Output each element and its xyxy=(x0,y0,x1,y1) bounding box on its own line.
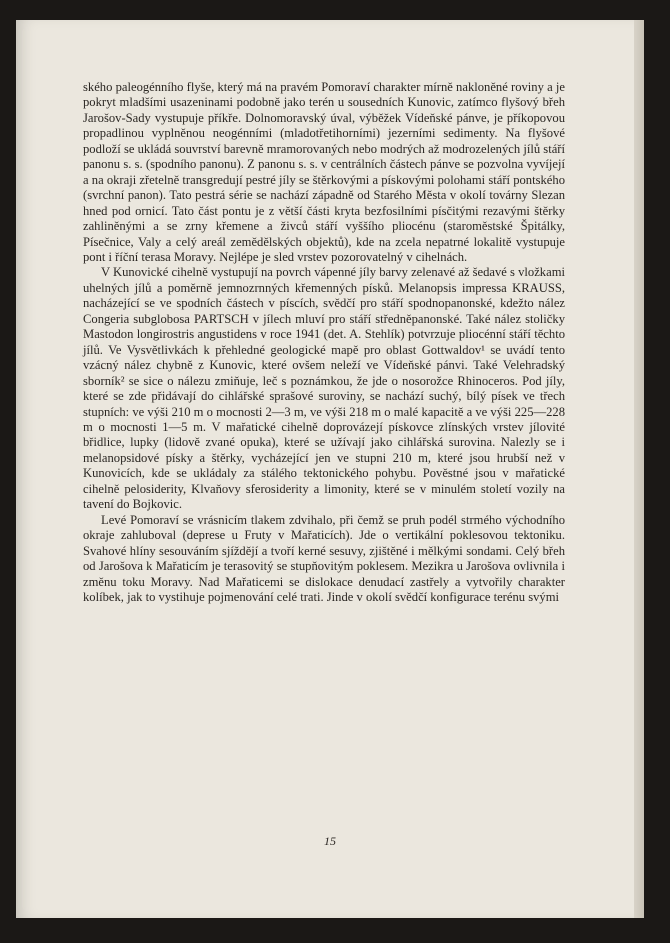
body-text xyxy=(83,80,565,605)
paragraph-3: Levé Pomoraví se vrásnicím tlakem zdvihalo, při čemž se pruh podél strmého východního okraje zahluboval (deprese u Fruty v Mařaticích). Jde o vertikální poklesovou tektoniku. Svahové hlíny sesouváním sjíždějí a tvoří kerné sesuvy, zjištěné i mělkými sondami. Celý břeh od Jarošova k Mařaticím je terasovitý se stupňovitým poklesem. Mezikra u Jarošova ovlivnila i změnu toku Moravy. Nad Mařaticemi se dislokace denudací zastřely a vytvořily charakter kolíbek, jak to vystihuje pojmenování celé trati. Jinde v okolí svědčí konfigurace terénu svými xyxy=(83,512,565,604)
book-page xyxy=(16,20,644,918)
paragraph-2: V Kunovické cihelně vystupují na povrch vápenné jíly barvy zelenavé až šedavé s vložkami uhelných jílů a poměrně jemnozrnných křemenných písků. Melanopsis impressa KRAUSS, nacházející se ve spodních částech v píscích, svědčí pro stáří spodnopanonské, kdežto nález Congeria subglobosa PARTSCH v jílech mluví pro stáří středněpanonské. Také nález stoličky Mastodon longirostris angustidens v roce 1941 (det. A. Stehlík) potvrzuje pliocénní stáří těchto jílů. Ve Vysvětlivkách k přehledné geologické mapě pro oblast Gottwaldov¹ se uvádí tento vzácný nález chybně z Kunovic, které ovšem neleží ve Vídeňské pánvi. Také Velehradský sborník² se sice o nálezu zmiňuje, leč s poznámkou, že jde o nosorožce Rhinoceros. Pod jíly, které se zde přidávají do cihlářské sprašové suroviny, se nachází suchý, bílý písek ve třech stupních: ve výši 210 m o mocnosti 2—3 m, ve výši 218 m o malé kapacitě a ve výši 225—228 m o mocnosti 1—5 m. V mařatické cihelně doprovázejí pískovce zlínských vrstev jílovité břidlice, lupky (lidově zvané opuka), které se užívají jako cihlářská surovina. Nalezly se i melanopsidové písky a štěrky, vycházející jen ve stupni 210 m, které jsou hrubší než v Kunovicích, kde se ukládaly za stálého tektonického pohybu. Pověstné jsou v mařatické cihelně pelosiderity, Klvaňovy sferosiderity a limonity, které se v minulém století vozily na tavení do Bojkovic. xyxy=(83,265,565,512)
paragraph-1: ského paleogénního flyše, který má na pravém Pomoraví charakter mírně nakloněné roviny a je pokryt mladšími usazeninami podobně jako terén u sousedních Kunovic, zatímco flyšový břeh Jarošov-Sady vystupuje příkře. Dolnomoravský úval, výběžek Vídeňské pánve, je příkopovou propadlinou vyplněnou neogénními (mladotřetihorními) jezerními sedimenty. Na flyšové podloží se ukládá souvrství barevně mramorovaných nebo modrých až modrozelených jílů stáří panonu s. s. (spodního panonu). Z panonu s. s. v centrálních částech pánve se pozvolna vyvíjejí a na okraji zřetelně transgredují pestré jíly se štěrkovými a pískovými polohami stáří pontského (svrchní panon). Tato pestrá série se nachází západně od Starého Města v okolí továrny Slezan hned pod ornicí. Tato část pontu je z větší části kryta bezfosilními písčitými rezavými štěrky zahliněnými a se zrny křemene a živců stáří vyššího pliocénu (staroměstské Špitálky, Písečnice, Valy a celý areál zemědělských objektů), kde na zcela nepatrné lokalitě vystupuje pont i říční terasa Moravy. Nejlépe je sled vrstev pozorovatelný v cihelnách. xyxy=(83,80,565,264)
page-edge-shadow xyxy=(634,20,644,918)
page-number: 15 xyxy=(324,834,336,848)
